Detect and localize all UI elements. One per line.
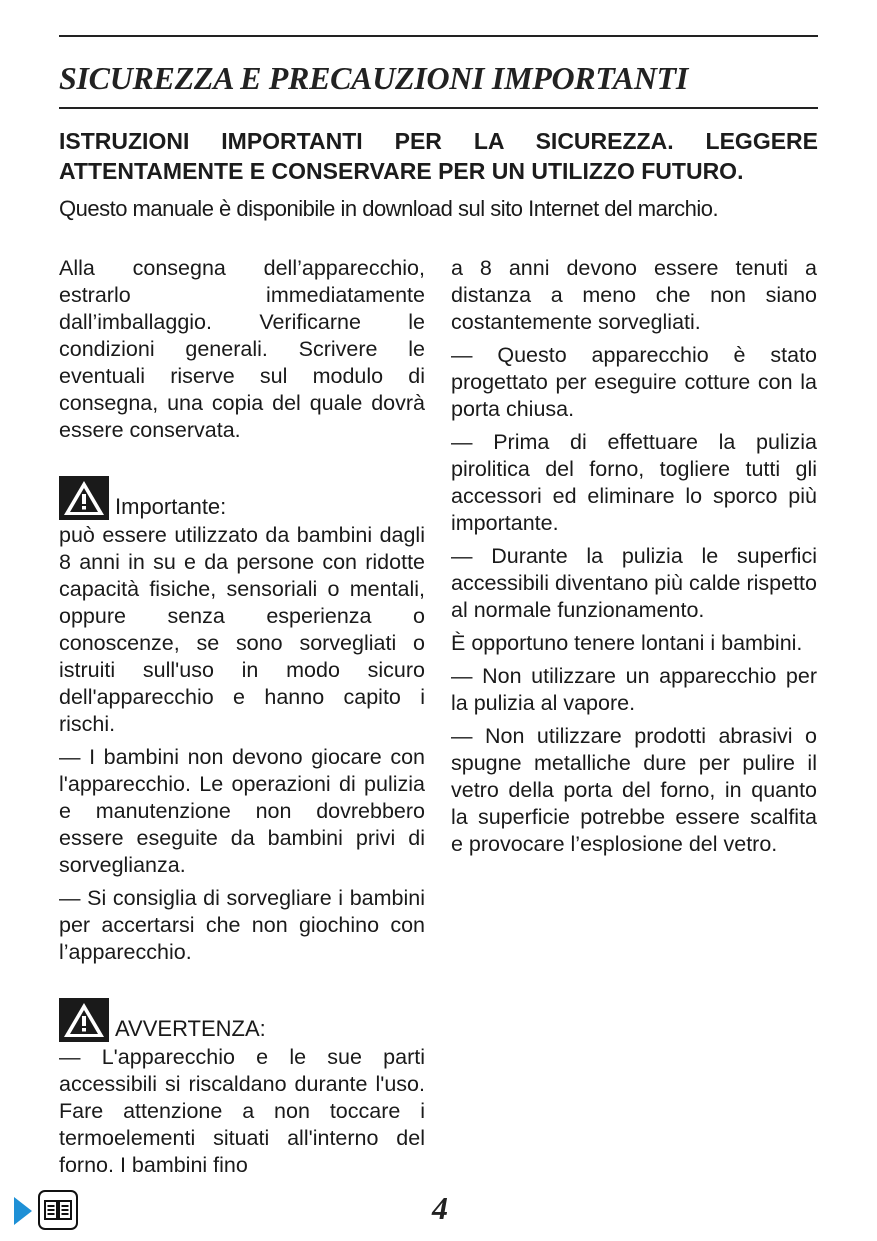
hot-surfaces-paragraph: — Durante la pulizia le superfici accessibili diventano più calde rispetto al normale funzionamento. [451,544,817,622]
important-heading [59,470,425,520]
intro-text: Questo manuale è disponibile in download sul sito Internet del marchio. [59,196,719,221]
important-label: Importante: [115,494,227,519]
keep-children-paragraph: È opportuno tenere lontani i bambini. [451,631,803,655]
warning-triangle-icon [59,476,109,520]
warning-paragraph: — L'apparecchio e le sue parti accessibili si riscaldano durante l'uso. Fare attenzione a non toccare i termoelementi situati all'interno del forno. I bambini fino [59,1045,425,1177]
top-rule [59,35,818,37]
warning-heading [59,992,425,1042]
title-rule [59,107,818,109]
warning-triangle-icon [59,998,109,1042]
right-column [451,255,817,864]
left-column [59,255,425,1185]
important-paragraph: può essere utilizzato da bambini dagli 8 anni in su e da persone con ridotte capacità fisiche, sensoriali o mentali, oppure senza esperienza o conoscenze, se sono sorvegliati o istruiti sull'uso in modo sicuro dell'apparecchio e hanno capito i rischi. [59,523,425,736]
no-steam-paragraph: — Non utilizzare un apparecchio per la pulizia al vapore. [451,664,817,715]
continuation-paragraph: a 8 anni devono essere tenuti a distanza a meno che non siano costantemente sorvegliati. [451,256,817,334]
children-play-paragraph: — I bambini non devono giocare con l'apparecchio. Le operazioni di pulizia e manutenzione non dovrebbero essere eseguite da bambini privi di sorveglianza. [59,745,425,877]
warning-label: AVVERTENZA: [115,1016,266,1041]
pyrolytic-paragraph: — Prima di effettuare la pulizia pirolitica del forno, togliere tutti gli accessori ed eliminare lo sporco più importante. [451,430,817,535]
no-abrasives-paragraph: — Non utilizzare prodotti abrasivi o spugne metalliche dure per pulire il vetro della porta del forno, in quanto la superficie potrebbe essere scalfita e provocare l’esplosione del vetro. [451,724,817,856]
children-supervise-paragraph: — Si consiglia di sorvegliare i bambini per accertarsi che non giochino con l’apparecchio. [59,886,425,964]
next-arrow-icon[interactable] [14,1197,32,1225]
delivery-paragraph: Alla consegna dell’apparecchio, estrarlo immediatamente dall’imballaggio. Verificarne le condizioni generali. Scrivere le eventuali riserve sul modulo di consegna, una copia del quale dovrà essere conservata. [59,256,425,442]
page-number: 4 [432,1190,448,1226]
page-title: SICUREZZA E PRECAUZIONI IMPORTANTI [59,60,689,96]
door-closed-paragraph: — Questo apparecchio è stato progettato per eseguire cotture con la porta chiusa. [451,343,817,421]
safety-subheading: ISTRUZIONI IMPORTANTI PER LA SICUREZZA. LEGGERE ATTENTAMENTE E CONSERVARE PER UN UTILIZZO FUTURO. [59,128,818,184]
manual-book-icon [38,1190,78,1230]
